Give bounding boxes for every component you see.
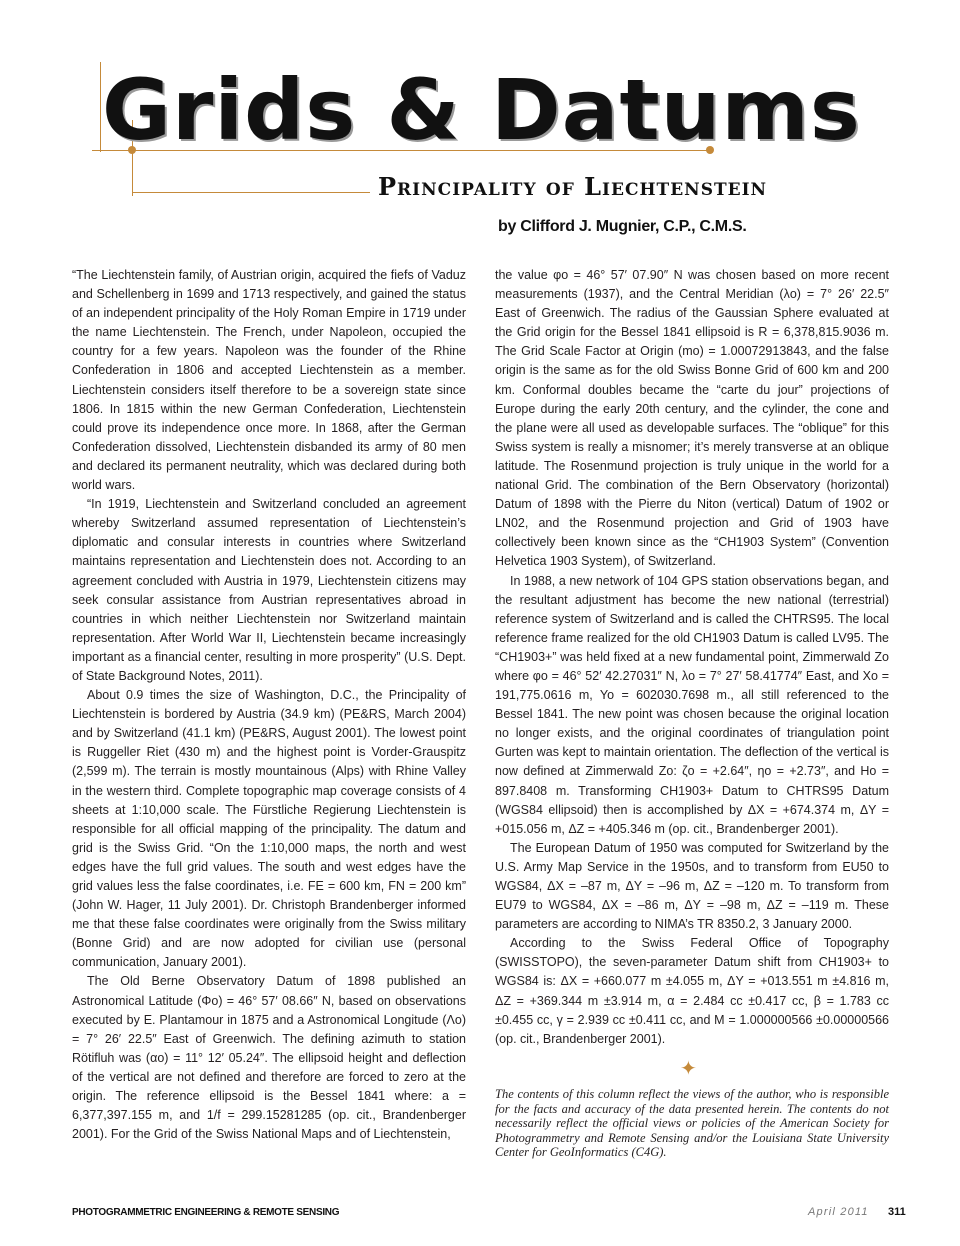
paragraph: “In 1919, Liechtenstein and Switzerland concluded an agreement whereby Switzerland assumed representation of Liechtenstein’s diplomatic and consular interests in countries where Switzerland maintains representation and Liechtenstein does not. According to an agreement concluded with Austria in 1979, Liechtenstein citizens may seek consular assistance from Austrian representatives abroad in countries in which neither Liechtenstein nor Switzerland maintain representation. After World War II, Liechtenstein became increasingly important as a financial center, resulting in more prosperity” (U.S. Dept. of State Background Notes, 2011). — [72, 497, 466, 683]
paragraph: The European Datum of 1950 was computed for Switzerland by the U.S. Army Map Service in the 1950s, and to transform from EU50 to WGS84, ΔX = –87 m, ΔY = –96 m, ΔZ = –120 m. To transform from EU79 to WGS84, ΔX = –86 m, ΔY = –98 m, ΔZ = –119 m. These parameters are according to NIMA’s TR 8350.2, 3 January 2000. — [495, 840, 889, 932]
paragraph: About 0.9 times the size of Washington, D.C., the Principality of Liechtenstein is bordered by Austria (34.9 km) (PE&RS, March 2004) and by Switzerland (41.1 km) (PE&RS, August 2001). The lowest point is Ruggeller Riet (430 m) and the highest point is Vorder-Grauspitz (2,599 m). The terrain is mostly mountainous (Alps) with Rhine Valley in the western third. Complete topographic map coverage consists of 4 sheets at 1:10,000 scale. The Fürstliche Regierung Liechtenstein is responsible for all official mapping of the principality. The datum and grid is the Swiss Grid. “On the 1:10,000 maps, the north and west edges have the full grid values. The south and west edges have the grid values less the false coordinates, i.e. FE = 600 km, FN = 200 km” (John W. Hager, 11 July 2001). Dr. Christoph Brandenberger informed me that these false coordinates were originally from the Swiss military (Bonne Grid) and are now adopted for civilian use (personal communication, January 2001). — [72, 688, 466, 970]
paragraph: According to the Swiss Federal Office of Topography (SWISSTOPO), the seven-parameter Datum shift from CH1903+ to WGS84 is: ΔX = +660.077 m ±4.055 m, ΔY = +013.551 m ±4.816 m, ΔZ = +369.344 m ±3.914 m, α = 2.484 cc ±0.417 cc, β = 1.783 cc ±0.455 cc, γ = 2.939 cc ±0.411 cc, and M = 1.000000566 ±0.00000566 (op. cit., Brandenberger 2001). — [495, 936, 889, 1046]
disclaimer-note: The contents of this column reflect the views of the author, who is responsible for the facts and accuracy of the data presented herein. The contents do not necessarily reflect the official views or policies of the American Society for Photogrammetry and Remote Sensing and/or the Louisiana State University Center for GeoInformatics (C4G). — [495, 1087, 889, 1160]
article-column-left — [72, 266, 466, 1144]
page-number: 311 — [888, 1206, 906, 1218]
footer-journal-name: PHOTOGRAMMETRIC ENGINEERING & REMOTE SENSING — [72, 1207, 340, 1218]
article-column-right — [495, 266, 889, 1049]
page-title: Grids & Datums — [102, 61, 861, 159]
paragraph: the value φo = 46° 57′ 07.90″ N was chosen based on more recent measurements (1937), and the Central Meridian (λo) = 7° 26′ 22.5″ East of Greenwich. The radius of the Gaussian Sphere evaluated at the Grid origin for the Bessel 1841 ellipsoid is R = 6,378,815.9036 m. The Grid Scale Factor at Origin (mo) = 1.00072913843, and the false origin is the same as for the old Swiss Bonne Grid of 600 km and 200 km. Conformal doubles became the “carte du jour” projections of Europe during the early 20th century, and the cylinder, the cone and the plane were all used as developable surfaces. The “oblique” for this Swiss system is really a misnomer; it’s merely transverse at an oblique latitude. The Rosenmund projection is truly unique in the world for a national Grid. The combination of the Bern Observatory (horizontal) Datum of 1898 with the Pierre du Niton (vertical) Datum of 1902 or LN02, and the Rosenmund projection and Grid of 1903 have collectively been known since as the “CH1903 System” (Convention Helvetica 1903 System), of Switzerland. — [495, 268, 889, 569]
page-subtitle: Principality of Liechtenstein — [378, 172, 768, 201]
subtitle-rule — [132, 192, 370, 193]
paragraph: The Old Berne Observatory Datum of 1898 published an Astronomical Latitude (Φo) = 46° 57′ 08.66″ N, based on observations executed by E. Plantamour in 1875 and a Astronomical Longitude (Λo) = 7° 26′ 22.5″ East of Greenwich. The defining azimuth to station Rötifluh was (αo) = 11° 12′ 05.24″. The ellipsoid height and deflection of the vertical are not defined and therefore are forced to zero at the origin. The reference ellipsoid is the Bessel 1841 where: a = 6,377,397.155 m, and 1/f = 299.15281285 (op. cit., Brandenberger 2001). For the Grid of the Swiss National Maps and of Liechtenstein, — [72, 974, 466, 1142]
paragraph: “The Liechtenstein family, of Austrian origin, acquired the fiefs of Vaduz and Schellenberg in 1699 and 1713 respectively, and gained the status of an independent principality of the Holy Roman Empire in 1719 under the name Liechtenstein. The French, under Napoleon, occupied the country for a few years. Napoleon was the founder of the Rhine Confederation in 1806 and accepted Liechtenstein as a member. Liechtenstein considers itself therefore to be a sovereign state since 1806. In 1815 within the new German Confederation, Liechtenstein could prove its independence once more. In 1868, after the German Confederation dissolved, Liechtenstein disbanded its army of 80 men and declared its permanent neutrality, which was declared during both world wars. — [72, 268, 466, 493]
paragraph: In 1988, a new network of 104 GPS station observations began, and the resultant adjustment has become the new national (terrestrial) reference system of Switzerland and is called the CHTRS95. The local reference frame realized for the old CH1903 Datum is called LV95. The “CH1903+” was held fixed at a new fundamental point, Zimmerwald Zo where φo = 46° 52′ 42.27031″ N, λo = 7° 27′ 58.41774″ East, and Xo = 191,775.0616 m, Yo = 602030.7698 m., all still referenced to the Bessel 1841. The new point was chosen because the original location no longer exists, and the original coordinates of triangulation point Gurten was kept to maintain orientation. The deflection of the vertical is now defined at Zimmerwald Zo: ζo = +2.64″, ηo = +2.73″, and Ho = 897.8408 m. Transforming CH1903+ Datum to CHTRS95 Datum (WGS84 ellipsoid) then is accomplished by ΔX = +674.374 m, ΔY = +015.056 m, ΔZ = +405.346 m (op. cit., Brandenberger 2001). — [495, 573, 889, 836]
byline: by Clifford J. Mugnier, C.P., C.M.S. — [498, 218, 747, 235]
crop-mark-left — [100, 62, 101, 152]
compass-star-icon: ✦ — [680, 1056, 697, 1080]
footer-issue-date: April 2011 — [808, 1206, 869, 1218]
